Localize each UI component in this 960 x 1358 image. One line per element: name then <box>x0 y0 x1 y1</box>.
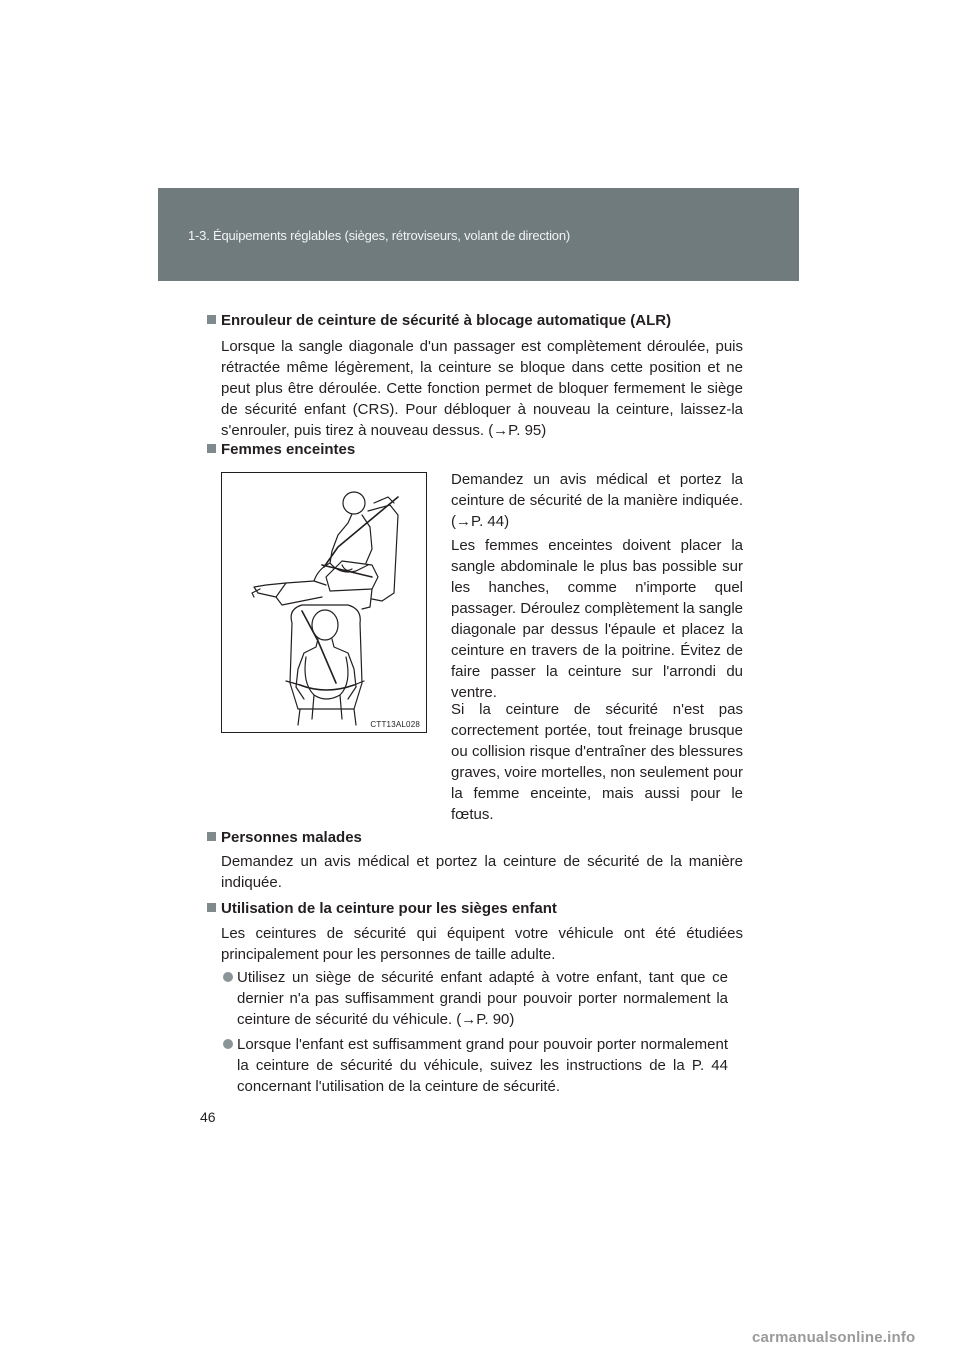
round-bullet-icon <box>223 1039 233 1049</box>
heading-sick: Personnes malades <box>207 827 362 848</box>
pregnant-seatbelt-illustration <box>221 472 427 733</box>
alr-paragraph: Lorsque la sangle diagonale d'un passager est complètement déroulée, puis rétractée même légèrement, la ceinture se bloque dans cette position et ne peut plus être déroulée. Cette fonction permet de bloquer fermement le siège de sécurité enfant (CRS). Pour débloquer à nouveau la ceinture, laissez-la s'enrouler, puis tirez à nouveau dessus. (→P. 95) <box>221 338 743 439</box>
pregnant-paragraph-3: Si la ceinture de sécurité n'est pas correctement portée, tout freinage brusque ou collision risque d'entraîner des blessures graves, voire mortelles, non seulement pour la femme enceinte, mais aussi pour le fœtus. <box>451 701 743 823</box>
child-paragraph: Les ceintures de sécurité qui équipent votre véhicule ont été étudiées principalement pour les personnes de taille adulte. <box>221 925 743 963</box>
square-bullet-icon <box>207 903 216 912</box>
section-header-bar <box>158 188 799 281</box>
list-item: Utilisez un siège de sécurité enfant adapté à votre enfant, tant que ce dernier n'a pas suffisamment grandi pour pouvoir porter normalement la ceinture de sécurité du véhicule. (→P. 90) <box>223 967 728 1030</box>
figure-code: CTT13AL028 <box>370 720 420 729</box>
pregnant-paragraph-1: Demandez un avis médical et portez la ceinture de sécurité de la manière indiquée. (→P. 44) <box>451 471 743 530</box>
watermark: carmanualsonline.info <box>752 1329 916 1346</box>
heading-child: Utilisation de la ceinture pour les sièges enfant <box>207 898 557 919</box>
heading-alr: Enrouleur de ceinture de sécurité à blocage automatique (ALR) <box>207 310 671 331</box>
list-item: Lorsque l'enfant est suffisamment grand pour pouvoir porter normalement la ceinture de sécurité du véhicule, suivez les instructions de la P. 44 concernant l'utilisation de la ceinture de sécurité. <box>223 1034 728 1097</box>
round-bullet-icon <box>223 972 233 982</box>
heading-pregnant: Femmes enceintes <box>207 439 355 460</box>
square-bullet-icon <box>207 444 216 453</box>
square-bullet-icon <box>207 315 216 324</box>
section-title: 1-3. Équipements réglables (sièges, rétroviseurs, volant de direction) <box>188 228 570 243</box>
sick-paragraph: Demandez un avis médical et portez la ceinture de sécurité de la manière indiquée. <box>221 853 743 891</box>
page-number: 46 <box>200 1109 216 1125</box>
square-bullet-icon <box>207 832 216 841</box>
seatbelt-figure-drawing <box>222 473 426 732</box>
pregnant-paragraph-2: Les femmes enceintes doivent placer la sangle abdominale le plus bas possible sur les hanches, comme n'importe quel passager. Déroulez complètement la sangle diagonale par dessus l'épaule et placez la ceinture en travers de la poitrine. Évitez de faire passer la ceinture sur l'arrondi du ventre. <box>451 537 743 701</box>
